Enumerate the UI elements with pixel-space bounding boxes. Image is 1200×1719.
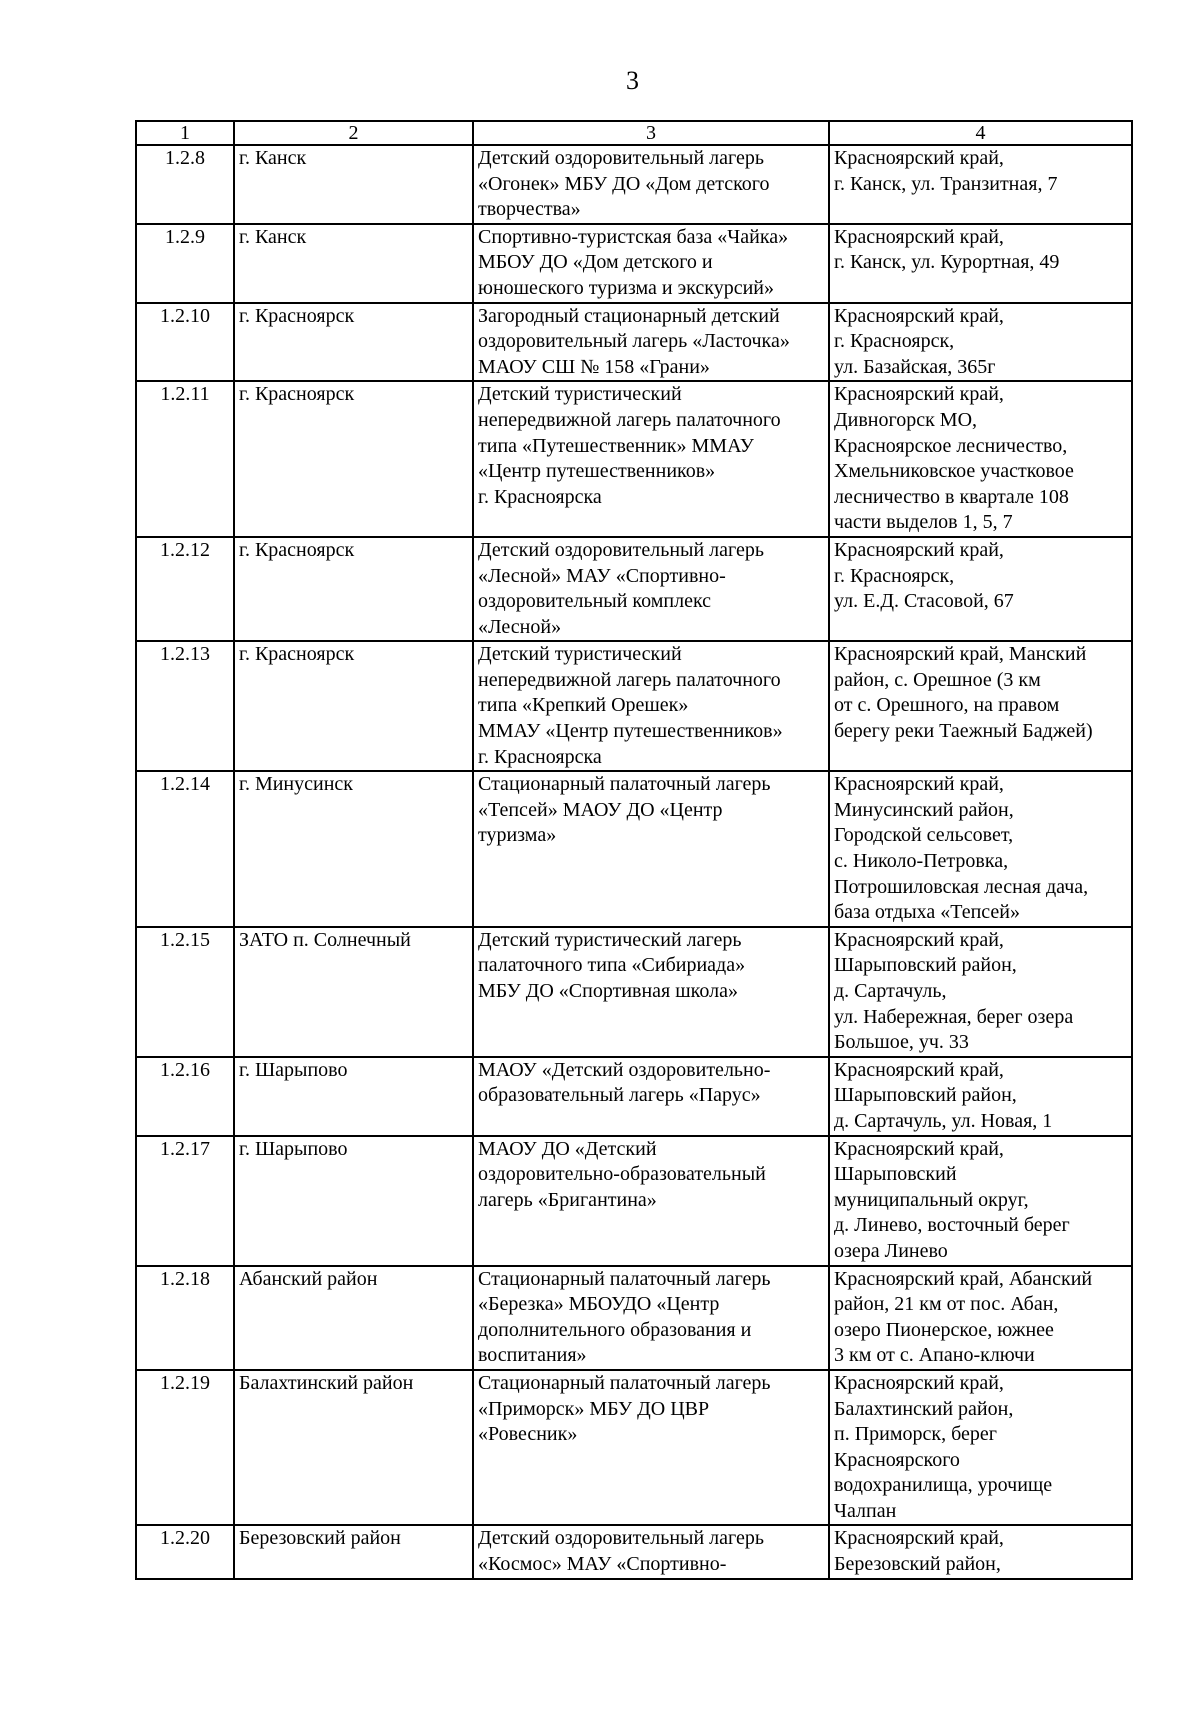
row-address: Красноярский край, Шарыповский район, д. Сартачуль, ул. Набережная, берег озера Большое, уч. 33 <box>829 927 1132 1057</box>
table-row <box>136 537 1132 641</box>
row-locality: г. Красноярск <box>234 381 473 537</box>
row-camp-name: Детский туристический непередвижной лагерь палаточного типа «Путешественник» ММАУ «Центр путешественников» г. Красноярска <box>473 381 829 537</box>
row-locality: г. Красноярск <box>234 537 473 641</box>
row-camp-name: Загородный стационарный детский оздоровительный лагерь «Ласточка» МАОУ СШ № 158 «Грани» <box>473 303 829 382</box>
header-row <box>136 121 1132 145</box>
row-locality: г. Канск <box>234 145 473 224</box>
row-locality: г. Красноярск <box>234 641 473 771</box>
row-locality: ЗАТО п. Солнечный <box>234 927 473 1057</box>
header-col-2: 2 <box>234 121 473 145</box>
row-address: Красноярский край, г. Канск, ул. Транзитная, 7 <box>829 145 1132 224</box>
row-address: Красноярский край, г. Канск, ул. Курортная, 49 <box>829 224 1132 303</box>
camps-table <box>135 120 1133 1580</box>
row-locality: г. Красноярск <box>234 303 473 382</box>
table-row <box>136 641 1132 771</box>
row-number: 1.2.17 <box>136 1136 234 1266</box>
row-camp-name: Стационарный палаточный лагерь «Березка» МБОУДО «Центр дополнительного образования и воспитания» <box>473 1266 829 1370</box>
row-locality: Абанский район <box>234 1266 473 1370</box>
row-address: Красноярский край, Шарыповский район, д. Сартачуль, ул. Новая, 1 <box>829 1057 1132 1136</box>
row-address: Красноярский край, Абанский район, 21 км от пос. Абан, озеро Пионерское, южнее 3 км от с. Апано-ключи <box>829 1266 1132 1370</box>
row-number: 1.2.20 <box>136 1525 234 1578</box>
row-number: 1.2.19 <box>136 1370 234 1526</box>
table-row <box>136 1266 1132 1370</box>
row-number: 1.2.12 <box>136 537 234 641</box>
row-address: Красноярский край, Березовский район, <box>829 1525 1132 1578</box>
row-address: Красноярский край, Манский район, с. Орешное (3 км от с. Орешного, на правом берегу реки Таежный Баджей) <box>829 641 1132 771</box>
table-row <box>136 927 1132 1057</box>
page-number: 3 <box>626 66 639 95</box>
row-camp-name: Стационарный палаточный лагерь «Приморск» МБУ ДО ЦВР «Ровесник» <box>473 1370 829 1526</box>
row-number: 1.2.8 <box>136 145 234 224</box>
row-number: 1.2.11 <box>136 381 234 537</box>
row-address: Красноярский край, Балахтинский район, п. Приморск, берег Красноярского водохранилища, урочище Чалпан <box>829 1370 1132 1526</box>
table-row <box>136 1525 1132 1578</box>
table-row <box>136 381 1132 537</box>
table-row <box>136 145 1132 224</box>
row-locality: г. Шарыпово <box>234 1057 473 1136</box>
table-row <box>136 1136 1132 1266</box>
row-number: 1.2.15 <box>136 927 234 1057</box>
row-address: Красноярский край, г. Красноярск, ул. Е.Д. Стасовой, 67 <box>829 537 1132 641</box>
row-camp-name: Спортивно-туристская база «Чайка» МБОУ ДО «Дом детского и юношеского туризма и экскурсий» <box>473 224 829 303</box>
row-number: 1.2.9 <box>136 224 234 303</box>
row-camp-name: Стационарный палаточный лагерь «Тепсей» МАОУ ДО «Центр туризма» <box>473 771 829 927</box>
row-address: Красноярский край, Минусинский район, Городской сельсовет, с. Николо-Петровка, Потрошиловская лесная дача, база отдыха «Тепсей» <box>829 771 1132 927</box>
row-locality: г. Шарыпово <box>234 1136 473 1266</box>
table-row <box>136 771 1132 927</box>
row-camp-name: Детский оздоровительный лагерь «Лесной» МАУ «Спортивно- оздоровительный комплекс «Лесной» <box>473 537 829 641</box>
row-address: Красноярский край, Дивногорск МО, Красноярское лесничество, Хмельниковское участковое лесничество в квартале 108 части выделов 1, 5, 7 <box>829 381 1132 537</box>
row-number: 1.2.18 <box>136 1266 234 1370</box>
row-number: 1.2.14 <box>136 771 234 927</box>
header-col-3: 3 <box>473 121 829 145</box>
row-locality: г. Канск <box>234 224 473 303</box>
row-camp-name: Детский оздоровительный лагерь «Космос» МАУ «Спортивно- <box>473 1525 829 1578</box>
row-number: 1.2.16 <box>136 1057 234 1136</box>
row-camp-name: Детский оздоровительный лагерь «Огонек» МБУ ДО «Дом детского творчества» <box>473 145 829 224</box>
row-number: 1.2.10 <box>136 303 234 382</box>
table-row <box>136 1057 1132 1136</box>
table-body <box>136 145 1132 1579</box>
row-camp-name: МАОУ «Детский оздоровительно- образовательный лагерь «Парус» <box>473 1057 829 1136</box>
row-locality: Березовский район <box>234 1525 473 1578</box>
header-col-1: 1 <box>136 121 234 145</box>
table-row <box>136 303 1132 382</box>
row-address: Красноярский край, Шарыповский муниципальный округ, д. Линево, восточный берег озера Линево <box>829 1136 1132 1266</box>
row-camp-name: Детский туристический лагерь палаточного типа «Сибириада» МБУ ДО «Спортивная школа» <box>473 927 829 1057</box>
header-col-4: 4 <box>829 121 1132 145</box>
row-locality: Балахтинский район <box>234 1370 473 1526</box>
row-locality: г. Минусинск <box>234 771 473 927</box>
row-address: Красноярский край, г. Красноярск, ул. Базайская, 365г <box>829 303 1132 382</box>
table-row <box>136 1370 1132 1526</box>
row-number: 1.2.13 <box>136 641 234 771</box>
table-row <box>136 224 1132 303</box>
table-header <box>136 121 1132 145</box>
row-camp-name: МАОУ ДО «Детский оздоровительно-образовательный лагерь «Бригантина» <box>473 1136 829 1266</box>
row-camp-name: Детский туристический непередвижной лагерь палаточного типа «Крепкий Орешек» ММАУ «Центр путешественников» г. Красноярска <box>473 641 829 771</box>
